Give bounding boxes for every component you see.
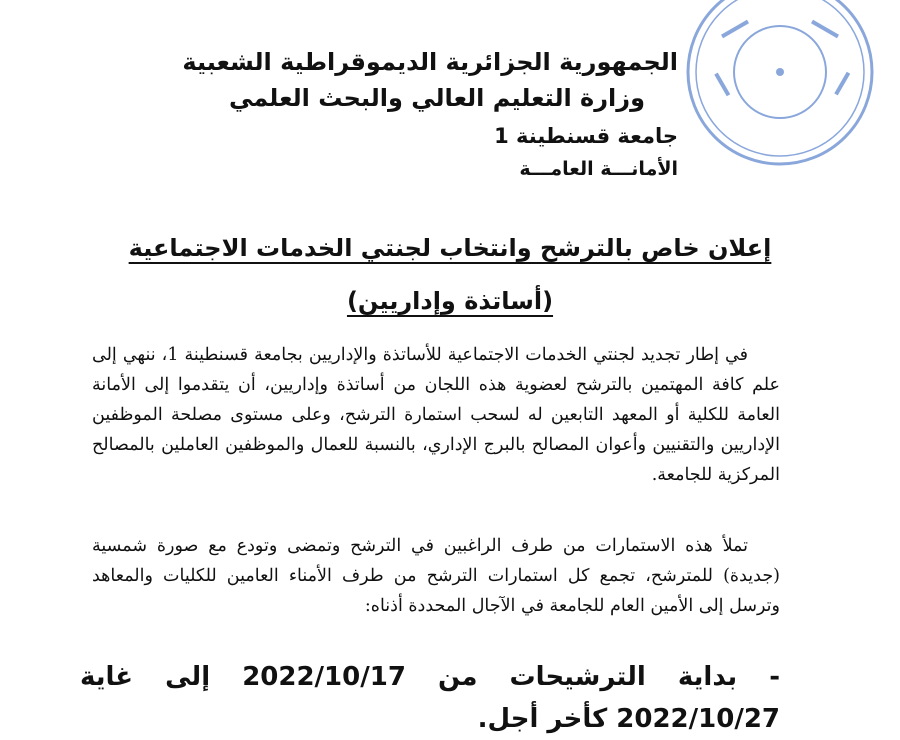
announcement-subtitle: (أساتذة وإداريين) <box>346 287 554 315</box>
application-deadline: - بداية الترشيحات من 2022/10/17 إلى غاية 2022/10/27 كأخر أجل. <box>80 662 780 734</box>
ministry-name: وزارة التعليم العالي والبحث العلمي <box>228 84 645 112</box>
general-secretariat: الأمانـــة العامـــة <box>519 158 678 180</box>
body-paragraph-2: تملأ هذه الاستمارات من طرف الراغبين في الترشح وتمضى وتودع مع صورة شمسية (جديدة) للمترشح، تجمع كل استمارات الترشح من طرف الأمناء العامين للكليات والمعاهد وترسل إلى الأمين العام للجامعة في الآجال المحددة أذناه: <box>92 536 780 616</box>
seal-stamp-icon <box>680 0 880 172</box>
republic-name: الجمهورية الجزائرية الديموقراطية الشعبية <box>182 48 678 76</box>
university-name: جامعة قسنطينة 1 <box>494 124 678 148</box>
body-paragraph-1: في إطار تجديد لجنتي الخدمات الاجتماعية للأساتذة والإداريين بجامعة قسنطينة 1، ننهي إلى علم كافة المهتمين بالترشح لعضوية هذه اللجان من أساتذة وإداريين، أن يتقدموا إلى الأمانة العامة للكلية أو المعهد التابعين له لسحب استمارة الترشح، وعلى مستوى مصلحة الموظفين الإداريين والتقنيين وأعوان المصالح بالبرج الإداري، بالنسبة للعمال والموظفين العاملين بالمصالح المركزية للجامعة. <box>92 345 780 485</box>
announcement-title: إعلان خاص بالترشح وانتخاب لجنتي الخدمات الاجتماعية <box>128 234 772 262</box>
